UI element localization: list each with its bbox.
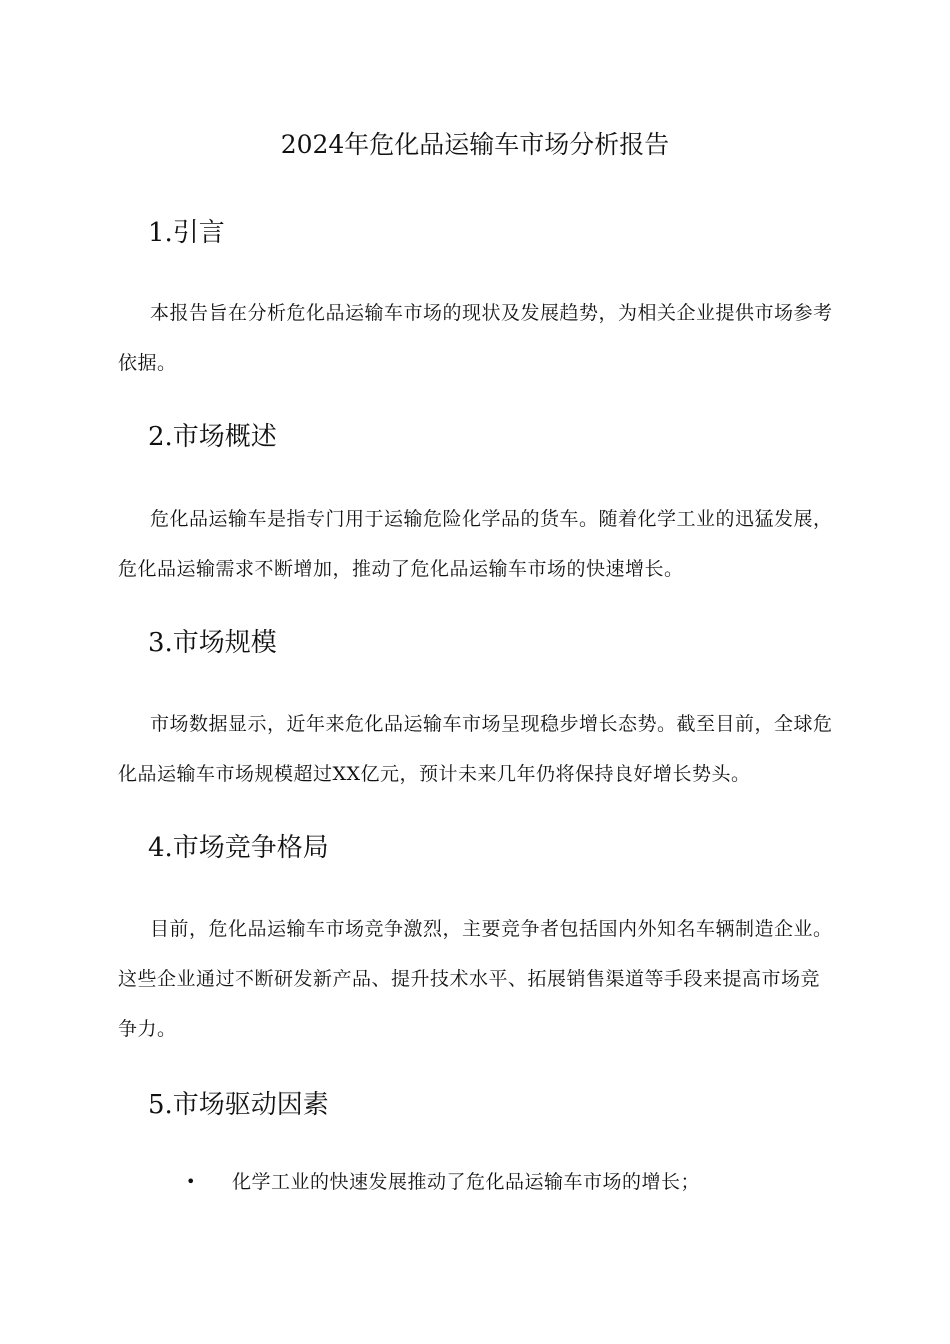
section-heading-competition: 4.市场竞争格局 (148, 833, 329, 863)
section-paragraph-introduction: 本报告旨在分析危化品运输车市场的现状及发展趋势，为相关企业提供市场参考依据。 (118, 302, 833, 374)
section-heading-drivers: 5.市场驱动因素 (148, 1090, 329, 1120)
section-heading-market-overview: 2.市场概述 (148, 422, 277, 452)
document-title: 2024年危化品运输车市场分析报告 (280, 130, 670, 159)
section-paragraph-market-size: 市场数据显示，近年来危化品运输车市场呈现稳步增长态势。截至目前，全球危化品运输车市场规模超过XX亿元，预计未来几年仍将保持良好增长势头。 (118, 713, 833, 785)
section-heading-market-size: 3.市场规模 (148, 628, 277, 658)
section-paragraph-market-overview: 危化品运输车是指专门用于运输危险化学品的货车。随着化学工业的迅猛发展，危化品运输需求不断增加，推动了危化品运输车市场的快速增长。 (118, 508, 833, 580)
bullet-icon: • (186, 1172, 196, 1191)
drivers-list (0, 1162, 950, 1202)
list-item-text: 化学工业的快速发展推动了危化品运输车市场的增长； (232, 1171, 701, 1193)
list-item (0, 1162, 950, 1202)
section-heading-introduction: 1.引言 (148, 218, 225, 248)
section-paragraph-competition: 目前，危化品运输车市场竞争激烈，主要竞争者包括国内外知名车辆制造企业。这些企业通过不断研发新产品、提升技术水平、拓展销售渠道等手段来提高市场竞争力。 (118, 918, 833, 1040)
